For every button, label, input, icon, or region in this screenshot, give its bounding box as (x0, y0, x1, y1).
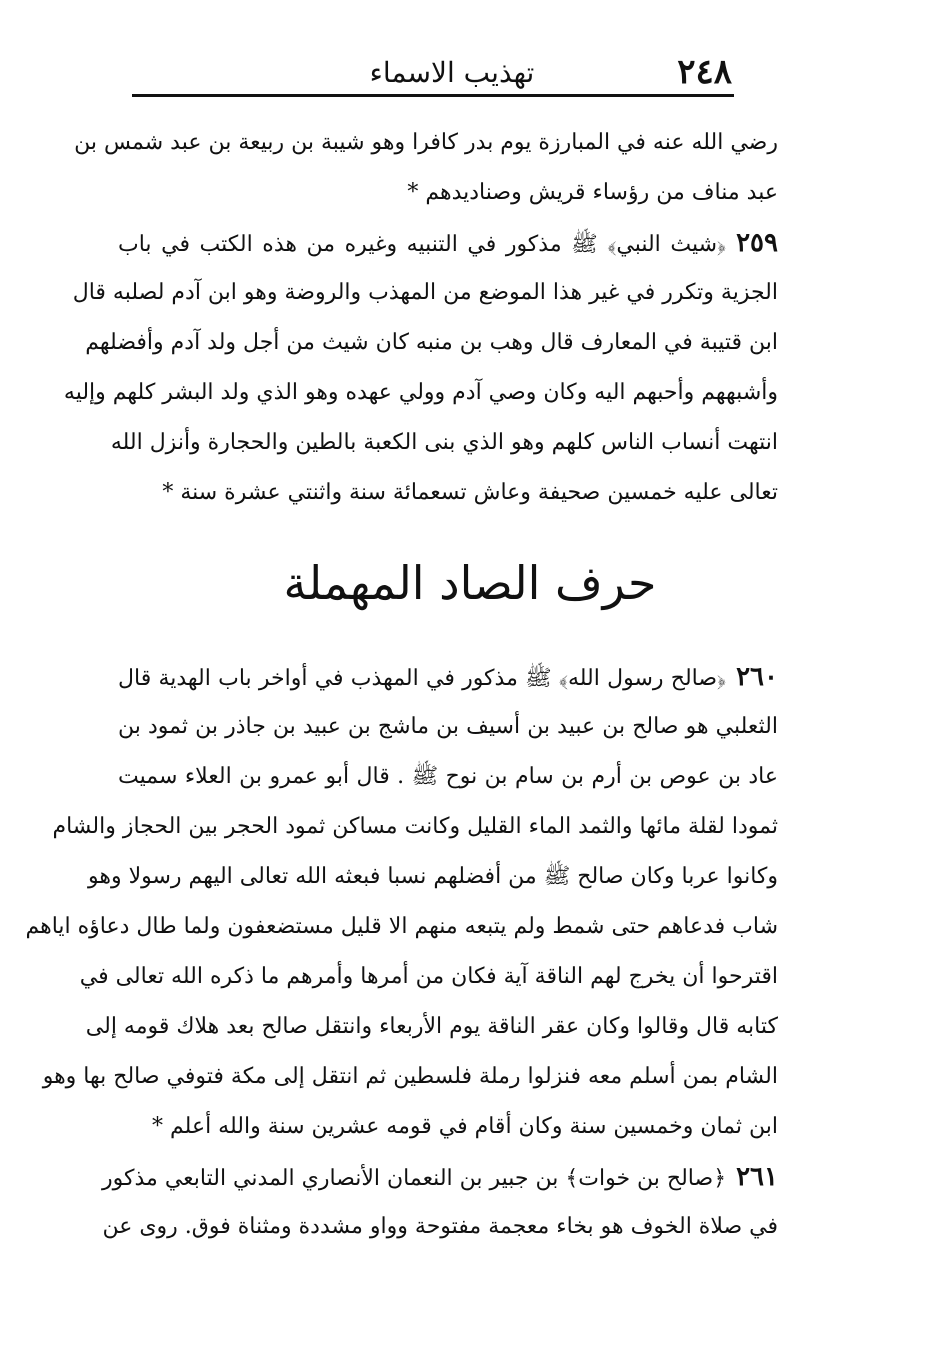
entry-number: ٢٦٠ (736, 662, 778, 692)
text-line: ثمودا لقلة مائها والثمد الماء القليل وكانت مساكن ثمود الحجر بين الحجاز والشام (52, 814, 778, 839)
text-line: انتهت أنساب الناس كلهم وهو الذي بنى الكعبة بالطين والحجارة وأنزل الله (110, 430, 778, 455)
text-line: الشام بمن أسلم معه فنزلوا رملة فلسطين ثم انتقل إلى مكة فتوفي صالح بها وهو (42, 1064, 778, 1089)
text-line: وكانوا عربا وكان صالح ﷺ من أفضلهم نسبا فبعثه الله تعالى اليهم رسولا وهو (88, 864, 778, 889)
entry-text: ﴿صالح بن خوات﴾ بن جبير بن النعمان الأنصاري المدني التابعي مذكور (102, 1166, 727, 1191)
entry-260-first-line (118, 662, 778, 694)
entry-number: ٢٥٩ (736, 228, 778, 258)
entry-number: ٢٦١ (736, 1162, 778, 1192)
page-number: ٢٤٨ (677, 52, 732, 92)
entry-259-first-line (118, 228, 778, 260)
text-line: ابن قتيبة في المعارف قال وهب بن منبه كان شيث من أجل ولد آدم وأفضلهم (85, 330, 778, 355)
text-line: كتابه قال وقالوا وكان عقر الناقة يوم الأربعاء وانتقل صالح بعد هلاك قومه إلى (85, 1014, 778, 1039)
text-line: الثعلبي هو صالح بن عبيد بن أسيف بن ماشج بن عبيد بن جاذر بن ثمود بن (118, 714, 778, 739)
text-line: وأشبههم وأحبهم اليه وكان وصي آدم وولي عهده وهو الذي ولد البشر كلهم وإليه (63, 380, 778, 405)
text-line: تعالى عليه خمسين صحيفة وعاش تسعمائة سنة واثنتي عشرة سنة * (162, 480, 778, 505)
text-line: في صلاة الخوف هو بخاء معجمة مفتوحة وواو مشددة ومثناة فوق. روى عن (102, 1214, 778, 1239)
text-line: عبد مناف من رؤساء قريش وصناديدهم * (407, 180, 778, 205)
text-line: رضي الله عنه في المبارزة يوم بدر كافرا وهو شيبة بن ربيعة بن عبد شمس بن (74, 130, 778, 155)
text-line: اقترحوا أن يخرج لهم الناقة آية فكان من أمرها وأمرهم ما ذكره الله تعالى في (79, 964, 778, 989)
text-line: ابن ثمان وخمسين سنة وكان أقام في قومه عشرين سنة والله أعلم * (152, 1114, 778, 1139)
entry-261-first-line (102, 1162, 778, 1194)
header-rule (132, 94, 734, 97)
text-line: عاد بن عوص بن أرم بن سام بن نوح ﷺ . قال أبو عمرو بن العلاء سميت (118, 764, 778, 789)
text-line: شاب فدعاهم حتى شمط ولم يتبعه منهم الا قليل مستضعفون ولما طال دعاؤه اياهم (25, 914, 778, 939)
text-line: الجزية وتكرر في غير هذا الموضع من المهذب والروضة وهو ابن آدم لصلبه قال (72, 280, 778, 305)
section-heading: حرف الصاد المهملة (283, 556, 657, 610)
page-header (132, 50, 732, 96)
entry-text: ﴿صالح رسول الله﴾ ﷺ مذكور في المهذب في أواخر باب الهدية قال (118, 666, 727, 691)
running-title: تهذيب الاسماء (369, 56, 535, 89)
entry-text: ﴿شيث النبي﴾ ﷺ مذكور في التنبيه وغيره من هذه الكتب في باب (118, 232, 727, 257)
